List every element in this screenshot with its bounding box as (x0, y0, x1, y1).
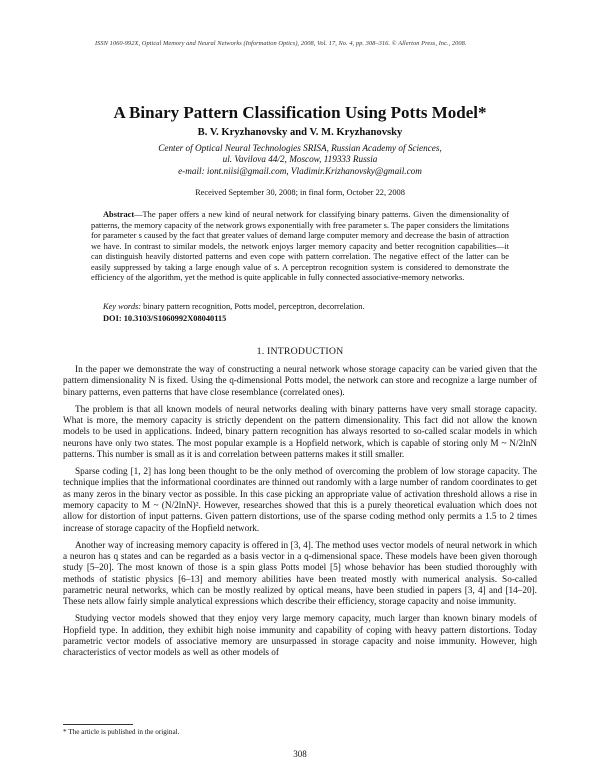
paragraph: Sparse coding [1, 2] has long been thought to be the only method of overcoming the problem of low storage capacity. The technique implies that the informational coordinates are thinned out randomly with a large number of random coordinates to get as many zeros in the binary vector as possible. In this case picking an appropriate value of activation threshold allows a rise in memory capacity to M ~ (N/2lnN)². However, researches showed that this is a purely theoretical evaluation which does not allow for distortion of input patterns. Given pattern distortions, use of the sparse coding method only permits a 1.5 to 2 times increase of storage capacity of the Hopfield network. (63, 466, 537, 534)
authors: B. V. Kryzhanovsky and V. M. Kryzhanovsky (197, 127, 403, 138)
keywords-text: binary pattern recognition, Potts model, perceptron, decorrelation. (141, 302, 365, 311)
footnote-divider (63, 724, 133, 725)
keywords (91, 302, 509, 313)
paragraph: Another way of increasing memory capacity is offered in [3, 4]. The method uses vector models of neural network in which a neuron has q states and can be regarded as a basis vector in a q-dimensional space. These models have been given thorough study [5–20]. The most known of those is a spin glass Potts model [5] whose behavior has been studied thoroughly with methods of statistic physics [6–13] and memory abilities have been treated mostly with numerical analysis. So-called parametric neural networks, which can be mostly realized by optical means, have been studied in papers [3, 4] and [14–20]. These nets allow fairly simple analytical expressions which describe their efficiency, storage capacity and noise immunity. (63, 540, 537, 608)
affiliation-line: Center of Optical Neural Technologies SRISA, Russian Academy of Sciences, (158, 143, 442, 153)
paragraph: Studying vector models showed that they enjoy very large memory capacity, much larger than known binary models of Hopfield type. In addition, they exhibit high noise immunity and capability of coping with heavy pattern distortions. Today parametric vector models of associative memory are unsurpassed in storage capacity and noise immunity. However, high characteristics of vector models as well as other models of (63, 614, 537, 659)
doi: DOI: 10.3103/S1060992X08040115 (103, 314, 227, 323)
paragraph: The problem is that all known models of neural networks dealing with binary patterns have very small storage capacity. What is more, the memory capacity is strictly dependent on the pattern dimensionality. This fact did not allow the known models to be used in applications. Indeed, binary pattern recognition has always resorted to so-called scalar models in which neurons have only two states. The most popular example is a Hopfield network, which is capable of storing only M ~ N/2lnN patterns. This number is small as it is and correlation between patterns makes it still smaller. (63, 404, 537, 460)
affiliation (0, 143, 600, 177)
abstract (91, 210, 509, 284)
keywords-label: Key words: (103, 302, 142, 311)
received-date: Received September 30, 2008; in final form, October 22, 2008 (195, 188, 405, 197)
section-heading: 1. INTRODUCTION (256, 346, 344, 357)
page-number: 308 (293, 749, 307, 759)
affiliation-line: ul. Vavilova 44/2, Moscow, 119333 Russia (222, 154, 378, 165)
paper-title: A Binary Pattern Classification Using Potts Model* (113, 103, 487, 122)
abstract-label: Abstract (103, 210, 135, 219)
affiliation-email: e-mail: iont.niisi@gmail.com, Vladimir.Krizhanovsky@gmail.com (178, 165, 422, 176)
abstract-text: —The paper offers a new kind of neural network for classifying binary patterns. Given the dimensionality of patterns, the memory capacity of the network grows exponentially with free parameter s. The paper considers the limitations for parameter s caused by the fact that greater values of demand large computer memory and decrease the basin of attraction we have. In contrast to similar models, the network enjoys larger memory capacity and better recognition capabilities—it can distinguish heavily distorted patterns and even cope with pattern correlation. The negative effect of the latter can be easily suppressed by taking a large enough value of s. A perceptron recognition system is considered to demonstrate the efficiency of the algorithm, yet the method is quite applicable in fully connected associative-memory networks. (91, 210, 509, 282)
body-text (63, 365, 537, 665)
running-head: ISSN 1060-992X, Optical Memory and Neural Networks (Information Optics), 2008, Vol. 17, No. 4, pp. 308–316. © Allerton Press, Inc., 2008. (95, 40, 467, 47)
footnote: * The article is published in the original. (63, 728, 180, 736)
paragraph: In the paper we demonstrate the way of constructing a neural network whose storage capacity can be varied given that the pattern dimensionality N is fixed. Using the q-dimensional Potts model, the network can store and recognize a large number of binary patterns, even patterns that have close resemblance (correlated ones). (63, 365, 537, 398)
